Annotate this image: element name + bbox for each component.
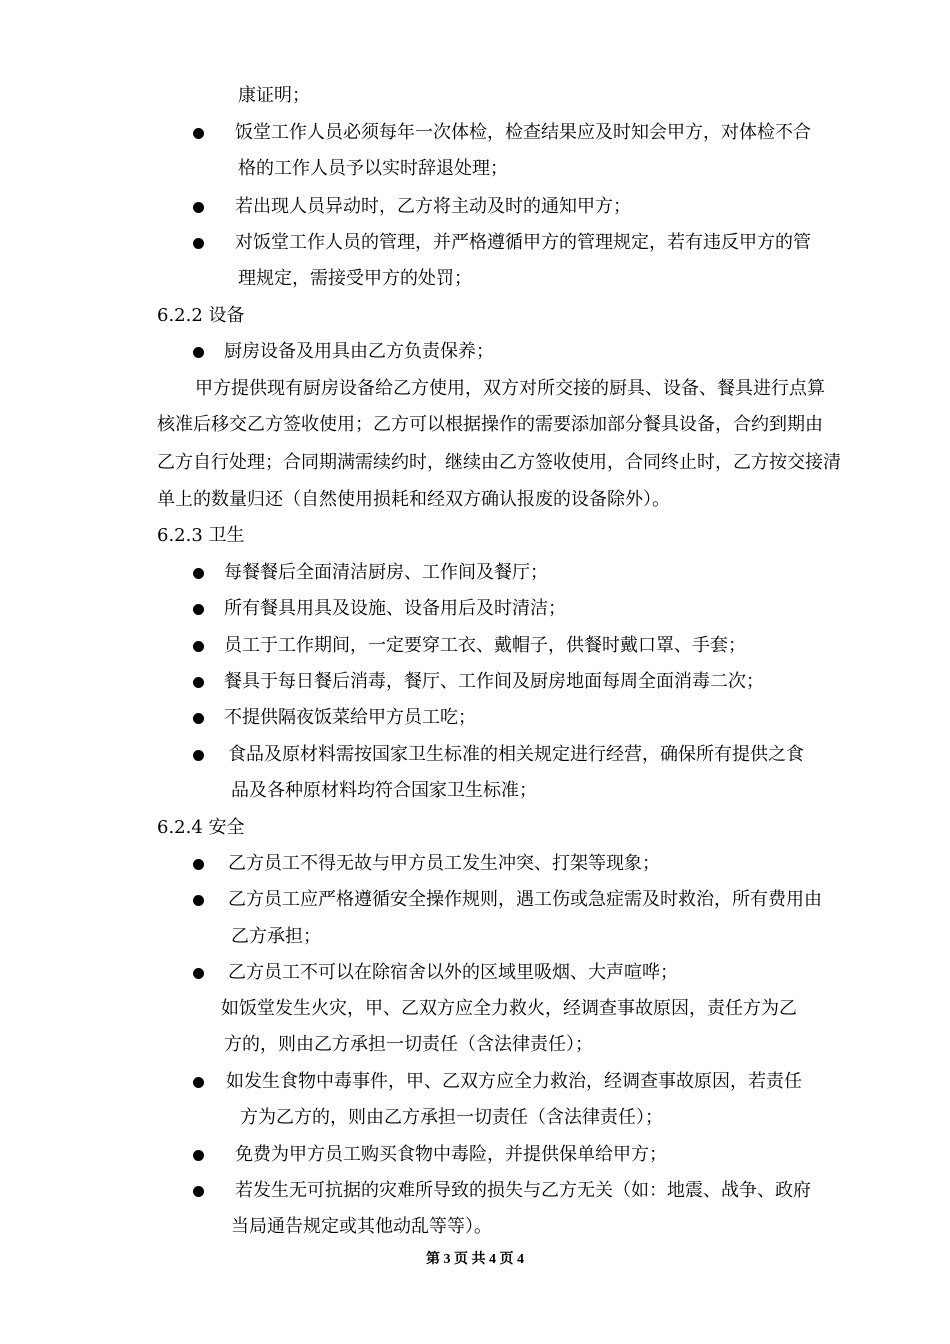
text-line: 乙方自行处理；合同期满需续约时，继续由乙方签收使用，合同终止时，乙方按交接清 [157,452,841,473]
section-heading: 6.2.2 设备 [157,305,245,326]
text-line: 单上的数量归还（自然使用损耗和经双方确认报废的设备除外）。 [157,489,670,510]
bullet-icon [193,568,204,579]
bullet-item: 食品及原材料需按国家卫生标准的相关规定进行经营，确保所有提供之食 [228,744,804,765]
bullet-item: 乙方员工不可以在除宿舍以外的区域里吸烟、大声喧哗； [228,962,678,983]
bullet-icon [193,713,204,724]
text-line: 如饭堂发生火灾，甲、乙双方应全力救火，经调查事故原因，责任方为乙 [221,998,797,1019]
bullet-item: 若出现人员异动时，乙方将主动及时的通知甲方； [235,196,631,217]
bullet-icon [193,1186,204,1197]
text-line: 当局通告规定或其他动乱等等）。 [231,1216,492,1237]
bullet-item: 如发生食物中毒事件，甲、乙双方应全力救治，经调查事故原因，若责任 [226,1071,802,1092]
bullet-icon [193,895,204,906]
bullet-icon [193,968,204,979]
bullet-item: 厨房设备及用具由乙方负责保养； [224,341,494,362]
bullet-icon [193,347,204,358]
section-heading: 6.2.3 卫生 [157,525,245,546]
page-footer: 第 3 页 共 4 页 4 [426,1252,524,1267]
text-line: 品及各种原材料均符合国家卫生标准； [231,780,537,801]
bullet-item: 员工于工作期间，一定要穿工衣、戴帽子，供餐时戴口罩、手套； [224,635,746,656]
text-line: 格的工作人员予以实时辞退处理； [238,158,508,179]
bullet-icon [193,641,204,652]
bullet-icon [193,238,204,249]
bullet-item: 饭堂工作人员必须每年一次体检，检查结果应及时知会甲方，对体检不合 [235,122,811,143]
text-line: 甲方提供现有厨房设备给乙方使用，双方对所交接的厨具、设备、餐具进行点算 [195,378,825,399]
bullet-icon [193,128,204,139]
section-heading: 6.2.4 安全 [157,817,245,838]
bullet-icon [193,677,204,688]
bullet-item: 餐具于每日餐后消毒，餐厅、工作间及厨房地面每周全面消毒二次； [224,671,764,692]
bullet-item: 免费为甲方员工购买食物中毒险，并提供保单给甲方； [235,1144,667,1165]
bullet-item: 不提供隔夜饭菜给甲方员工吃； [224,707,476,728]
bullet-item: 乙方员工不得无故与甲方员工发生冲突、打架等现象； [228,853,660,874]
text-line: 康证明； [238,85,310,106]
bullet-icon [193,1150,204,1161]
bullet-item: 若发生无可抗据的灾难所导致的损失与乙方无关（如：地震、战争、政府 [235,1180,811,1201]
bullet-item: 对饭堂工作人员的管理，并严格遵循甲方的管理规定，若有违反甲方的管 [235,232,811,253]
bullet-icon [193,750,204,761]
text-line: 核准后移交乙方签收使用；乙方可以根据操作的需要添加部分餐具设备，合约到期由 [157,414,823,435]
bullet-icon [193,604,204,615]
text-line: 理规定，需接受甲方的处罚； [238,268,472,289]
bullet-icon [193,859,204,870]
text-line: 方的，则由乙方承担一切责任（含法律责任）； [224,1034,593,1055]
bullet-item: 所有餐具用具及设施、设备用后及时清洁； [224,598,566,619]
text-line: 方为乙方的，则由乙方承担一切责任（含法律责任）； [240,1107,663,1128]
bullet-item: 每餐餐后全面清洁厨房、工作间及餐厅； [224,562,548,583]
bullet-icon [193,1077,204,1088]
bullet-icon [193,202,204,213]
bullet-item: 乙方员工应严格遵循安全操作规则，遇工伤或急症需及时救治，所有费用由 [228,889,822,910]
text-line: 乙方承担； [231,926,321,947]
